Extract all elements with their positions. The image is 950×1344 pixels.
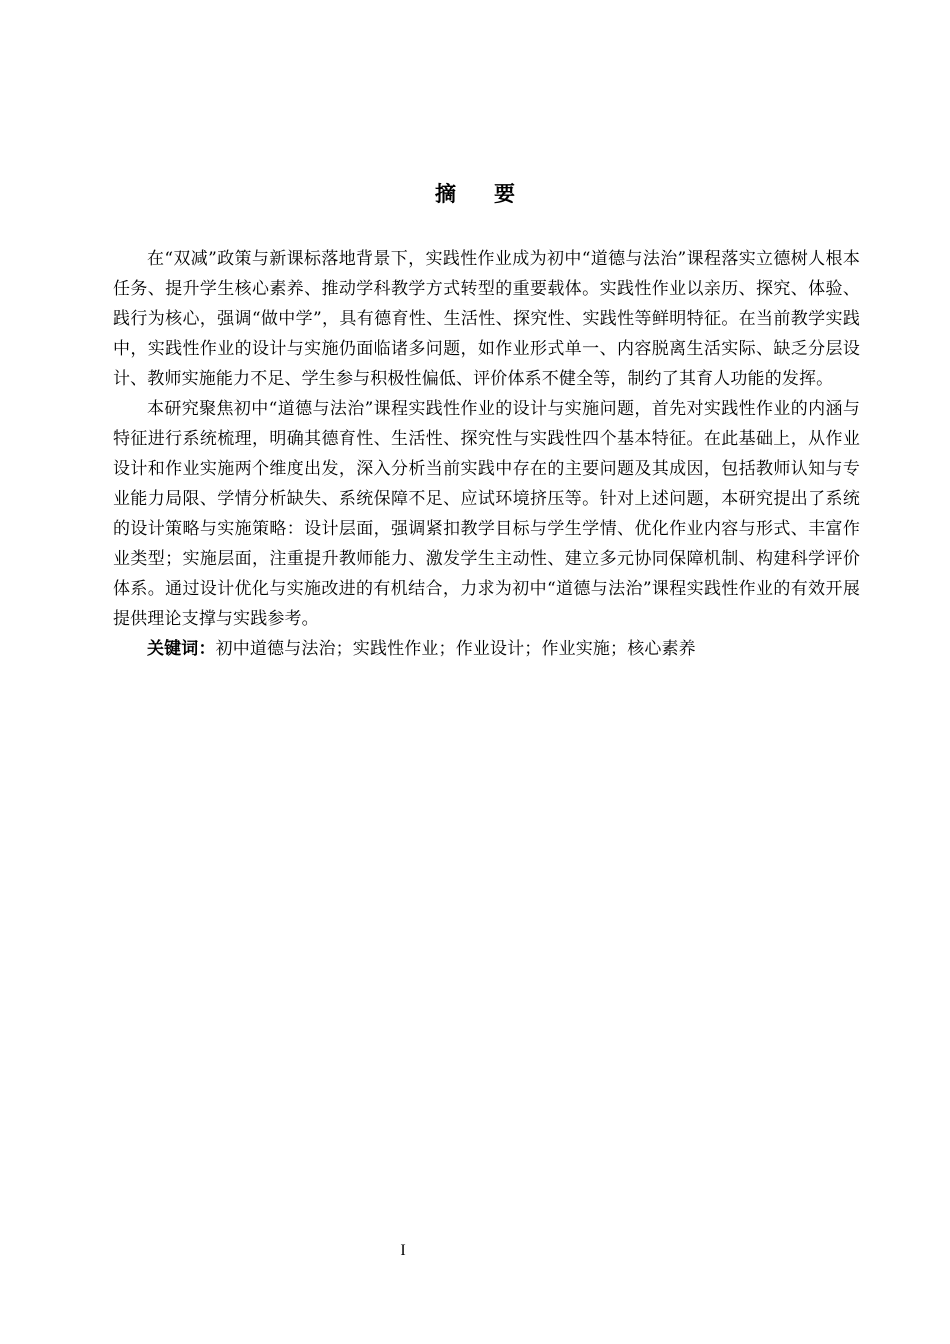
page-number: I bbox=[400, 1242, 406, 1259]
abstract-paragraph-2: 本研究聚焦初中“道德与法治”课程实践性作业的设计与实施问题，首先对实践性作业的内涵与特征进行系统梳理，明确其德育性、生活性、探究性与实践性四个基本特征。在此基础上，从作业设计和作业实施两个维度出发，深入分析当前实践中存在的主要问题及其成因，包括教师认知与专业能力局限、学情分析缺失、系统保障不足、应试环境挤压等。针对上述问题，本研究提出了系统的设计策略与实施策略：设计层面，强调紧扣教学目标与学生学情、优化作业内容与形式、丰富作业类型；实施层面，注重提升教师能力、激发学生主动性、建立多元协同保障机制、构建科学评价体系。通过设计优化与实施改进的有机结合，力求为初中“道德与法治”课程实践性作业的有效开展提供理论支撑与实践参考。 bbox=[113, 399, 860, 629]
abstract-title-char-2: 要 bbox=[494, 182, 515, 206]
keywords-label: 关键词： bbox=[147, 639, 216, 659]
abstract-paragraph-1: 在“双减”政策与新课标落地背景下，实践性作业成为初中“道德与法治”课程落实立德树人根本任务、提升学生核心素养、推动学科教学方式转型的重要载体。实践性作业以亲历、探究、体验、践行为核心，强调“做中学”，具有德育性、生活性、探究性、实践性等鲜明特征。在当前教学实践中，实践性作业的设计与实施仍面临诸多问题，如作业形式单一、内容脱离生活实际、缺乏分层设计、教师实施能力不足、学生参与积极性偏低、评价体系不健全等，制约了其育人功能的发挥。 bbox=[113, 249, 860, 389]
abstract-body bbox=[113, 244, 860, 664]
abstract-title-char-1: 摘 bbox=[435, 182, 456, 206]
keywords-line bbox=[113, 634, 860, 664]
keywords-text: 初中道德与法治；实践性作业；作业设计；作业实施；核心素养 bbox=[215, 639, 696, 659]
abstract-title bbox=[0, 178, 950, 210]
